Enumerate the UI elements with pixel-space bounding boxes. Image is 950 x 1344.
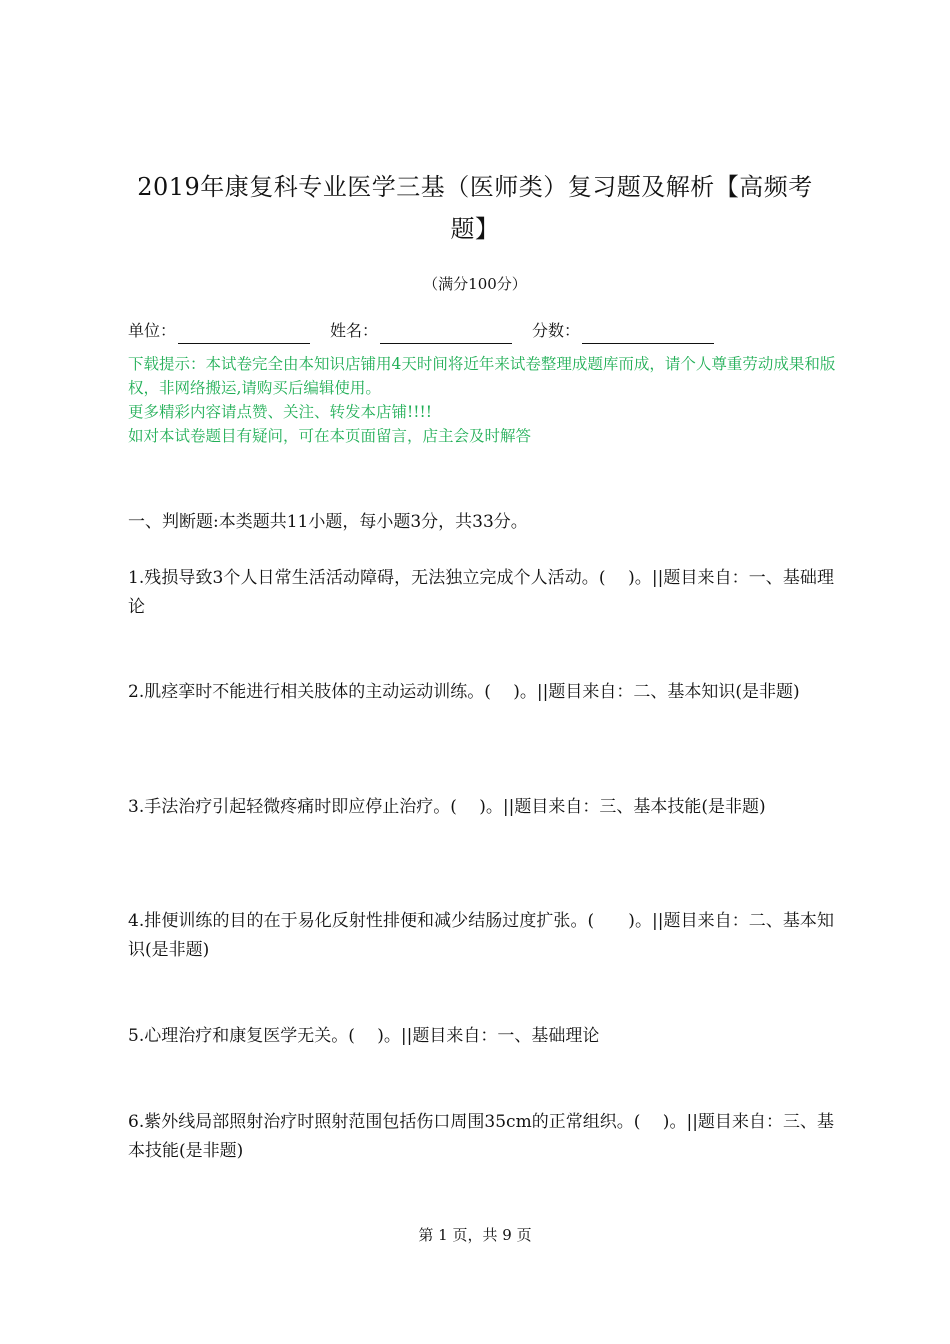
total-score-note: （满分100分） <box>423 275 527 293</box>
score-blank-line <box>582 325 714 344</box>
notice-line: 更多精彩内容请点赞、关注、转发本店铺!!!! <box>128 403 432 421</box>
score-label: 分数： <box>532 321 581 340</box>
question-item: 5.心理治疗和康复医学无关。( )。||题目来自：一、基础理论 <box>128 1026 600 1046</box>
unit-field[interactable] <box>128 318 310 344</box>
question-item: 6.紫外线局部照射治疗时照射范围包括伤口周围35cm的正常组织。( )。||题目来自：三、基本技能(是非题) <box>128 1112 834 1161</box>
document-title: 2019年康复科专业医学三基（医师类）复习题及解析【高频考题】 <box>137 173 813 243</box>
unit-blank-line <box>178 325 310 344</box>
download-notice <box>128 352 838 448</box>
question-item: 1.残损导致3个人日常生活活动障碍，无法独立完成个人活动。( )。||题目来自：一、基础理论 <box>128 568 834 617</box>
page-number-footer: 第 1 页，共 9 页 <box>418 1226 532 1244</box>
question-item: 2.肌痉挛时不能进行相关肢体的主动运动训练。( )。||题目来自：二、基本知识(是非题) <box>128 682 800 702</box>
name-field[interactable] <box>330 318 512 344</box>
name-label: 姓名： <box>330 321 379 340</box>
candidate-info-row <box>128 318 828 344</box>
notice-line: 下载提示：本试卷完全由本知识店铺用4天时间将近年来试卷整理成题库而成，请个人尊重劳动成果和版权，非网络搬运,请购买后编辑使用。 <box>128 355 836 397</box>
section-heading: 一、判断题:本类题共11小题，每小题3分，共33分。 <box>128 512 528 532</box>
question-item: 3.手法治疗引起轻微疼痛时即应停止治疗。( )。||题目来自：三、基本技能(是非题) <box>128 797 766 817</box>
unit-label: 单位： <box>128 321 177 340</box>
question-item: 4.排便训练的目的在于易化反射性排便和减少结肠过度扩张。( )。||题目来自：二、基本知识(是非题) <box>128 911 834 960</box>
notice-line: 如对本试卷题目有疑问，可在本页面留言，店主会及时解答 <box>128 427 532 445</box>
score-field[interactable] <box>532 318 714 344</box>
name-blank-line <box>380 325 512 344</box>
